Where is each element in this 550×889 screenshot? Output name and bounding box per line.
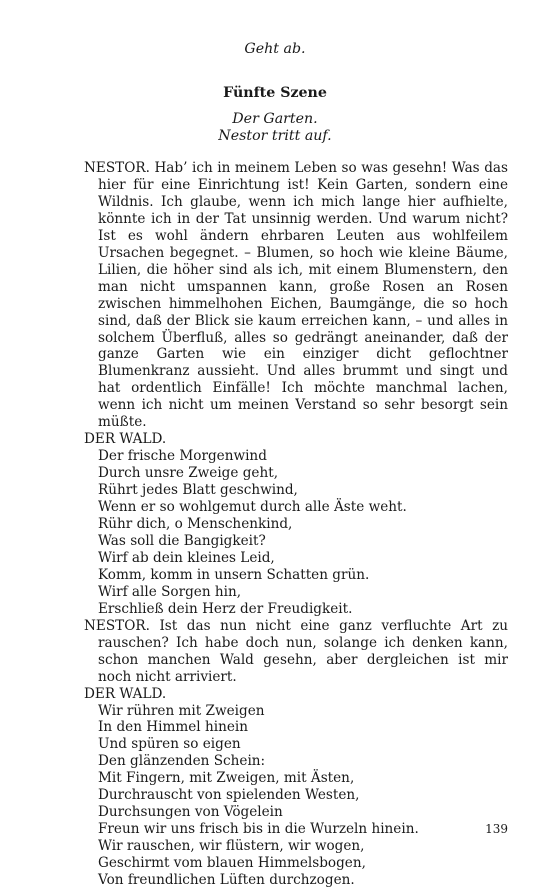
speech-text: Ist das nun nicht eine ganz verfluchte Art zu rauschen? Ich habe doch nun, solange ich denken kann, schon manchen Wald gesehn, aber dergleichen ist mir noch nicht arriviert. <box>98 617 508 685</box>
verse-wald-1 <box>84 448 508 618</box>
verse-line: Und spüren so eigen <box>98 736 241 753</box>
speech-nestor-2 <box>84 618 508 686</box>
verse-line: Rühr dich, o Menschenkind, <box>98 516 293 533</box>
speaker-name: NESTOR. <box>84 160 150 176</box>
scene-heading: Fünfte Szene <box>223 85 327 101</box>
verse-line: Wirf alle Sorgen hin, <box>98 583 242 600</box>
verse-line: Freun wir uns frisch bis in die Wurzeln hinein. <box>98 821 419 838</box>
verse-line: Geschirmt vom blauen Himmelsbogen, <box>98 855 366 872</box>
verse-line: Komm, komm in unsern Schatten grün. <box>98 566 370 583</box>
speech-nestor-1 <box>84 160 508 431</box>
verse-line: Durchrauscht von spielenden Westen, <box>98 787 360 804</box>
dialogue-text <box>84 160 508 889</box>
verse-line: Der frische Morgenwind <box>98 448 267 465</box>
stage-direction-exit: Geht ab. <box>244 41 306 57</box>
verse-line: Wir rühren mit Zweigen <box>98 702 265 719</box>
verse-wald-2 <box>84 703 508 889</box>
speaker-name: DER WALD. <box>84 431 167 448</box>
verse-line: In den Himmel hinein <box>98 719 248 736</box>
speaker-name: DER WALD. <box>84 685 167 702</box>
verse-line: Erschließ dein Herz der Freudigkeit. <box>98 600 353 617</box>
verse-line: Von freundlichen Lüften durchzogen. <box>98 872 355 889</box>
verse-line: Wir rauschen, wir flüstern, wir wogen, <box>98 838 365 855</box>
speaker-name: NESTOR. <box>84 617 150 634</box>
page-number: 139 <box>485 822 508 836</box>
verse-line: Durch unsre Zweige geht, <box>98 465 279 482</box>
setting-line-1: Der Garten. <box>232 111 318 127</box>
verse-line: Mit Fingern, mit Zweigen, mit Ästen, <box>98 770 355 787</box>
verse-line: Durchsungen von Vögelein <box>98 804 283 821</box>
speech-text: Hab’ ich in meinem Leben so was gesehn! Was das hier für eine Einrichtung ist! Kein Garten, sondern eine Wildnis. Ich glaube, wenn ich mich lange hier aufhielte, könnte ich in der Tat unsinnig werden. Und warum nicht? Ist es wohl ändern ehrbaren Leuten aus wohlfeilem Ursachen begegnet. – Blumen, so hoch wie kleine Bäume, Lilien, die höher sind als ich, mit einem Blumenstern, den man nicht umspannen kann, große Rosen an Rosen zwischen himmelhohen Eichen, Baumgänge, die so hoch sind, daß der Blick sie kaum erreichen kann, – und alles in solchem Überfluß, alles so gedrängt aneinander, daß der ganze Garten wie ein einziger dicht geflochtner Blumenkranz aussieht. Und alles brummt und singt und hat ordentlich Einfälle! Ich möchte manchmal lachen, wenn ich nicht um meinen Verstand so sehr besorgt sein müßte. <box>98 160 508 431</box>
setting-line-2: Nestor tritt auf. <box>218 128 332 144</box>
verse-line: Wenn er so wohlgemut durch alle Äste weht. <box>98 499 407 516</box>
verse-line: Rührt jedes Blatt geschwind, <box>98 482 298 499</box>
verse-line: Wirf ab dein kleines Leid, <box>98 549 275 566</box>
verse-line: Den glänzenden Schein: <box>98 753 266 770</box>
verse-line: Was soll die Bangigkeit? <box>98 532 266 549</box>
